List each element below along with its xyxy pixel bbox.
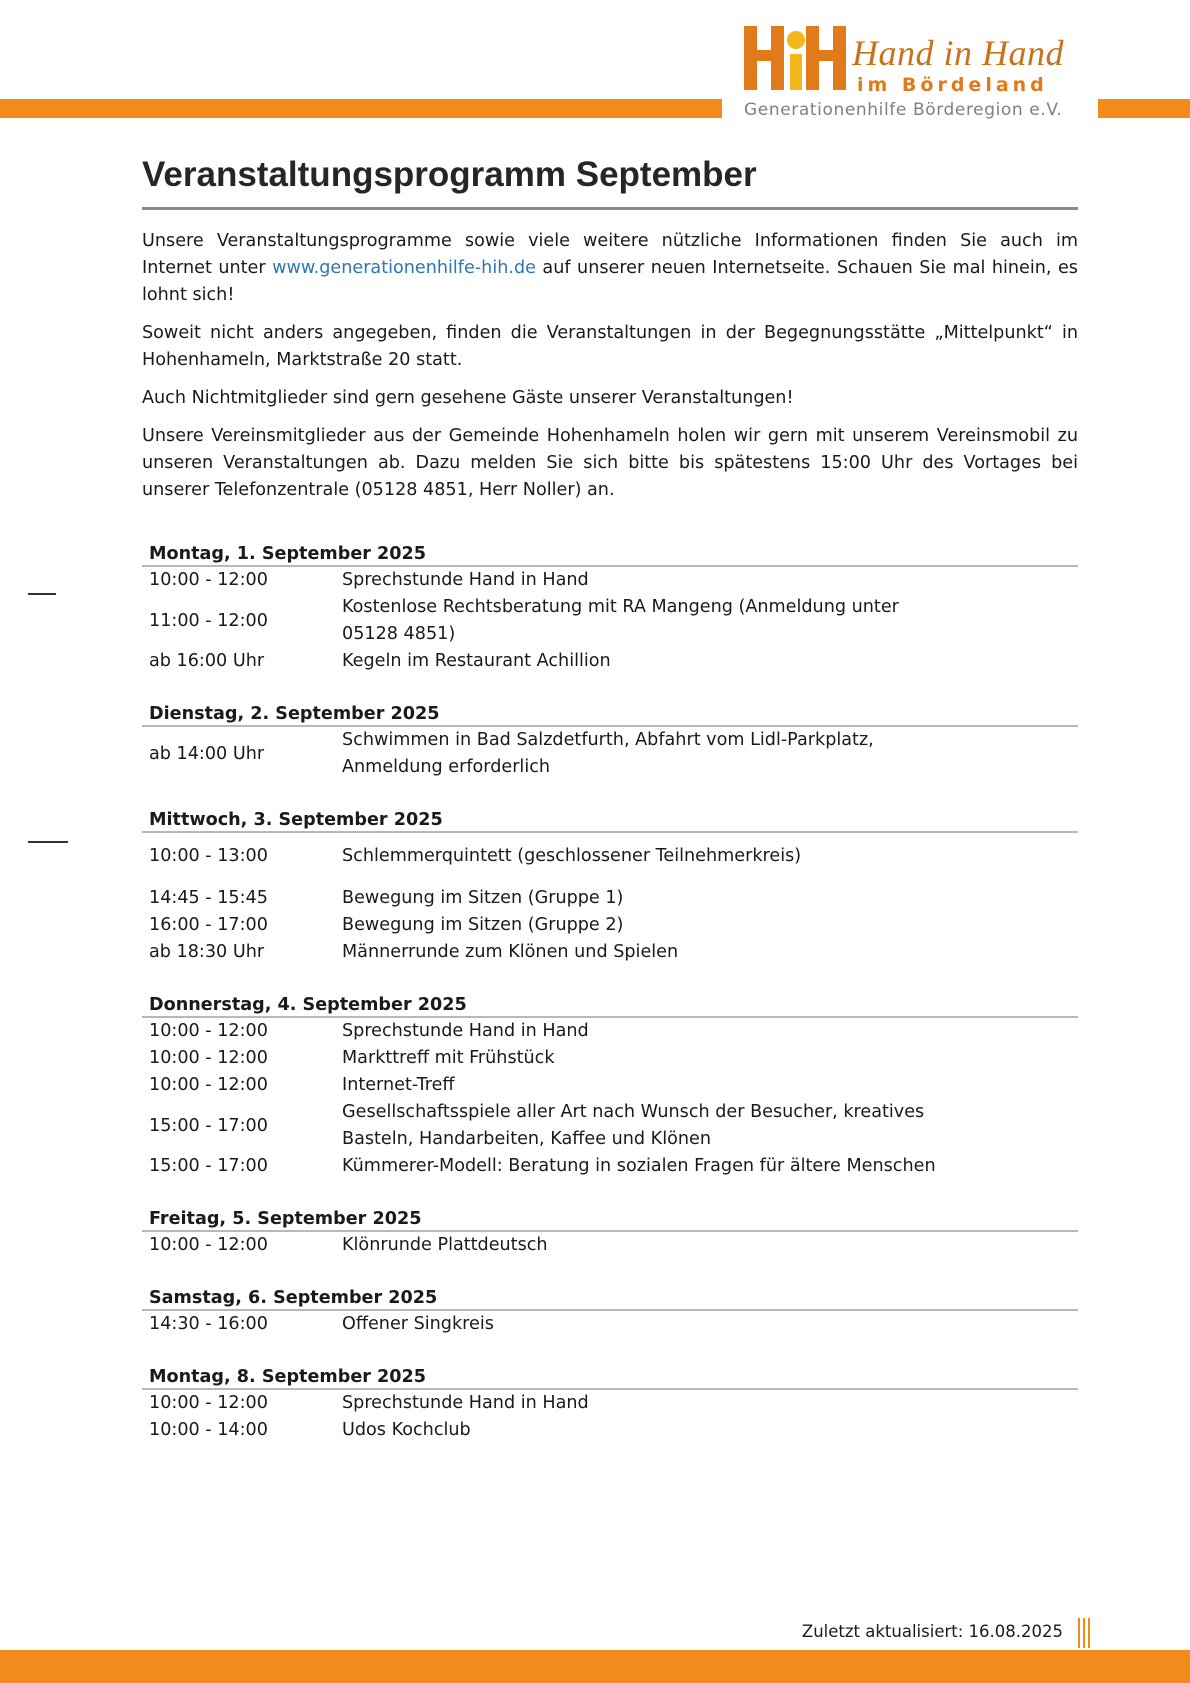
event-time: ab 16:00 Uhr <box>149 651 265 671</box>
margin-mark <box>28 593 56 595</box>
event-time: 15:00 - 17:00 <box>149 1115 268 1136</box>
header-bar-left <box>0 99 722 118</box>
event-title: Kümmerer-Modell: Beratung in sozialen Fragen für ältere Menschen <box>342 1156 936 1176</box>
event-title: Sprechstunde Hand in Hand <box>342 1393 589 1413</box>
header-bar-right <box>1098 99 1190 118</box>
event-row <box>142 885 1078 912</box>
day-heading: Samstag, 6. September 2025 <box>142 1288 1078 1311</box>
day-section <box>142 1288 1078 1338</box>
event-row <box>142 912 1078 939</box>
intro-paragraph: Unsere Vereinsmitglieder aus der Gemeinde Hohenhameln holen wir gern mit unserem Vereinsmobil zu unseren Veranstaltungen ab. Dazu melden Sie sich bitte bis spätestens 15:00 Uhr des Vortages bei unserer Telefonzentrale (05128 4851, Herr Noller) an. <box>142 426 1078 500</box>
event-schedule <box>142 544 1078 1444</box>
event-title: Schlemmerquintett (geschlossener Teilnehmerkreis) <box>342 846 802 866</box>
day-section <box>142 704 1078 781</box>
event-row <box>142 939 1078 966</box>
event-time: 10:00 - 14:00 <box>149 1420 268 1440</box>
event-title: Gesellschaftsspiele aller Art nach Wunsch der Besucher, kreatives Basteln, Handarbeiten, Kaffee und Klönen <box>342 1102 925 1149</box>
event-title: Markttreff mit Frühstück <box>342 1048 555 1068</box>
event-time: 16:00 - 17:00 <box>149 915 268 935</box>
event-title: Klönrunde Plattdeutsch <box>342 1235 548 1255</box>
day-heading: Freitag, 5. September 2025 <box>142 1209 1078 1232</box>
intro-paragraph: Unsere Veranstaltungsprogramme sowie viele weitere nützliche Informationen finden Sie auch im Internet unter www.generationenhilfe-hih.de auf unserer neuen Internetseite. Schauen Sie mal hinein, es lohnt sich! <box>142 231 1078 305</box>
margin-mark <box>28 841 68 843</box>
event-time: 11:00 - 12:00 <box>149 610 268 631</box>
website-link[interactable]: www.generationenhilfe-hih.de <box>272 258 536 278</box>
event-row <box>142 1232 1078 1259</box>
event-title: Udos Kochclub <box>342 1420 471 1440</box>
intro <box>142 228 1078 504</box>
day-heading: Montag, 1. September 2025 <box>142 544 1078 567</box>
event-title: Internet-Treff <box>342 1075 455 1095</box>
day-section <box>142 1209 1078 1259</box>
event-title: Sprechstunde Hand in Hand <box>342 1021 589 1041</box>
event-row <box>142 727 1078 781</box>
intro-paragraph: Soweit nicht anders angegeben, finden die Veranstaltungen in der Begegnungsstätte „Mittelpunkt“ in Hohenhameln, Marktstraße 20 statt. <box>142 323 1078 370</box>
event-time: 14:45 - 15:45 <box>149 888 268 908</box>
event-row <box>142 594 1078 648</box>
event-time: ab 14:00 Uhr <box>149 743 265 764</box>
event-title: Bewegung im Sitzen (Gruppe 1) <box>342 888 624 908</box>
event-time: 15:00 - 17:00 <box>149 1156 268 1176</box>
event-title: Kostenlose Rechtsberatung mit RA Mangeng (Anmeldung unter 05128 4851) <box>342 597 899 644</box>
event-title: Männerrunde zum Klönen und Spielen <box>342 942 679 962</box>
event-row <box>142 1417 1078 1444</box>
event-row <box>142 1018 1078 1045</box>
event-row <box>142 843 1078 870</box>
footer-lines-icon <box>1077 1618 1091 1648</box>
event-time: 10:00 - 13:00 <box>149 846 268 866</box>
page-title: Veranstaltungsprogramm September <box>142 155 1078 210</box>
event-time: 10:00 - 12:00 <box>149 1393 268 1413</box>
intro-paragraph: Auch Nichtmitglieder sind gern gesehene Gäste unserer Veranstaltungen! <box>142 388 794 408</box>
day-section <box>142 810 1078 966</box>
event-row <box>142 1153 1078 1180</box>
event-row <box>142 648 1078 675</box>
day-heading: Mittwoch, 3. September 2025 <box>142 810 1078 833</box>
event-time: 14:30 - 16:00 <box>149 1314 268 1334</box>
day-heading: Dienstag, 2. September 2025 <box>142 704 1078 727</box>
event-time: 10:00 - 12:00 <box>149 1235 268 1255</box>
event-title: Sprechstunde Hand in Hand <box>342 570 589 590</box>
event-row <box>142 567 1078 594</box>
day-heading: Donnerstag, 4. September 2025 <box>142 995 1078 1018</box>
event-time: 10:00 - 12:00 <box>149 1021 268 1041</box>
day-section <box>142 544 1078 675</box>
event-time: 10:00 - 12:00 <box>149 1075 268 1095</box>
event-title: Bewegung im Sitzen (Gruppe 2) <box>342 915 624 935</box>
event-row <box>142 1390 1078 1417</box>
event-time: 10:00 - 12:00 <box>149 570 268 590</box>
day-heading: Montag, 8. September 2025 <box>142 1367 1078 1390</box>
event-row <box>142 1099 1078 1153</box>
brand-subname: im Bördeland <box>857 74 1048 96</box>
footer-bar <box>0 1650 1190 1683</box>
day-section <box>142 1367 1078 1444</box>
brand-org: Generationenhilfe Börderegion e.V. <box>744 100 1063 120</box>
event-row <box>142 1045 1078 1072</box>
event-title: Offener Singkreis <box>342 1314 494 1334</box>
last-updated: Zuletzt aktualisiert: 16.08.2025 <box>801 1622 1063 1641</box>
brand-name: Hand in Hand <box>852 33 1064 73</box>
logo <box>742 20 1087 122</box>
day-section <box>142 995 1078 1180</box>
event-title: Schwimmen in Bad Salzdetfurth, Abfahrt vom Lidl-Parkplatz, Anmeldung erforderlich <box>342 730 874 777</box>
event-time: ab 18:30 Uhr <box>149 942 265 962</box>
hih-logo-icon <box>742 20 852 92</box>
main-content <box>142 155 1078 1473</box>
event-title: Kegeln im Restaurant Achillion <box>342 651 611 671</box>
event-time: 10:00 - 12:00 <box>149 1048 268 1068</box>
event-row <box>142 1311 1078 1338</box>
event-row <box>142 1072 1078 1099</box>
